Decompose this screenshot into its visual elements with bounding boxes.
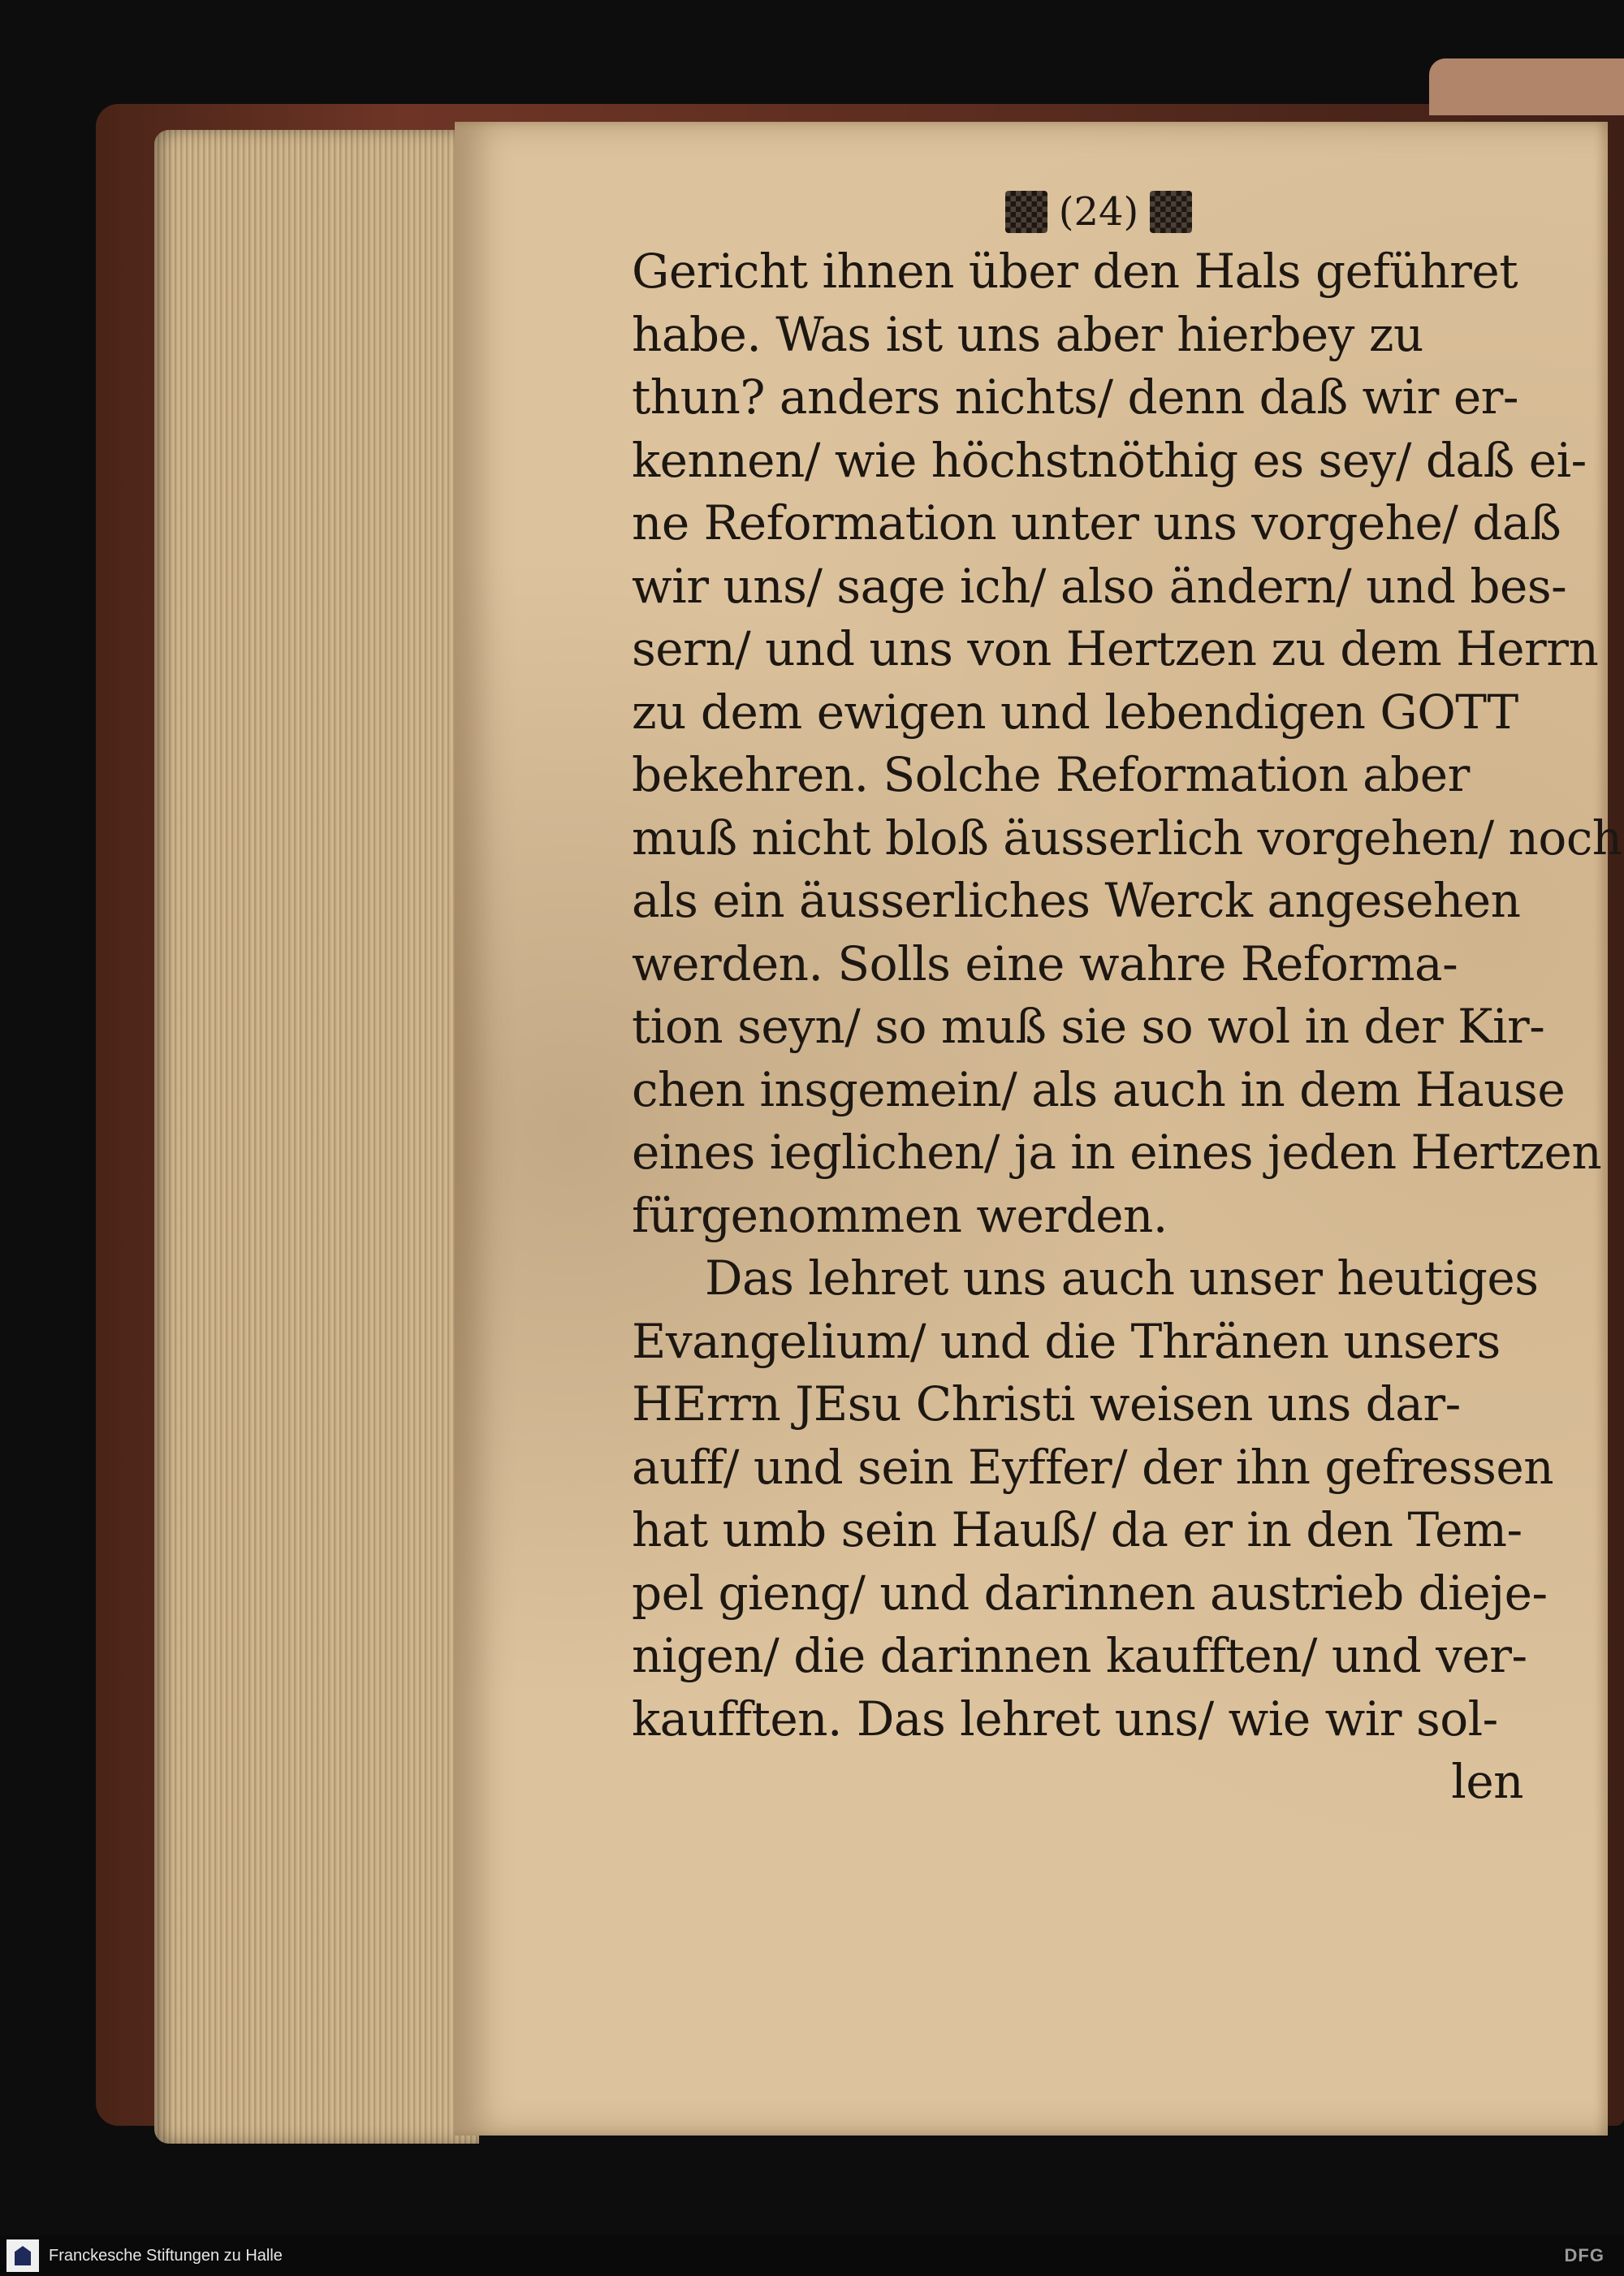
text-line: sern/ und uns von Hertzen zu dem Herrn [632,621,1599,676]
text-line: wir uns/ sage ich/ also ändern/ und bes- [632,558,1567,614]
text-line: pel gieng/ und darinnen austrieb dieje- [632,1565,1548,1621]
text-line: auff/ und sein Eyffer/ der ihn gefressen [632,1439,1554,1495]
institution-name: Franckesche Stiftungen zu Halle [49,2246,283,2265]
text-line: hat umb sein Hauß/ da er in den Tem- [632,1502,1522,1557]
text-line: Das lehret uns auch unser heutiges [705,1250,1539,1306]
text-line: werden. Solls eine wahre Reforma- [632,935,1458,991]
page-text [632,184,1622,1814]
page-edges [154,130,479,2144]
text-line: bekehren. Solche Reformation aber [632,747,1470,802]
text-line: als ein äusserliches Werck angesehen [632,873,1521,928]
text-line: muß nicht bloß äusserlich vorgehen/ noch [632,810,1622,866]
text-line: thun? anders nichts/ denn daß wir er- [632,369,1518,425]
text-line: chen insgemein/ als auch in dem Hause [632,1061,1566,1117]
text-line: tion seyn/ so muß sie so wol in der Kir- [632,999,1545,1054]
text-line: kaufften. Das lehret uns/ wie wir sol- [632,1691,1498,1747]
text-line: eines ieglichen/ ja in eines jeden Hertzen [632,1125,1602,1180]
dfg-logo: DFG [1564,2245,1605,2265]
ornament-left-icon [1005,191,1047,233]
text-line: nigen/ die darinnen kaufften/ und ver- [632,1628,1527,1683]
book-cover-corner [1429,58,1624,115]
viewer-footer [0,2235,1624,2276]
ornament-right-icon [1150,191,1192,233]
catchword: len [1451,1754,1523,1809]
text-line: HErrn JEsu Christi weisen uns dar- [632,1376,1461,1432]
page-header [664,184,1533,240]
text-line: fürgenommen werden. [632,1187,1168,1243]
text-line: zu dem ewigen und lebendigen GOTT [632,684,1518,740]
text-line: kennen/ wie höchstnöthig es sey/ daß ei- [632,432,1587,488]
text-line: ne Reformation unter uns vorgehe/ daß [632,495,1561,551]
page-number: (24) [1058,189,1139,235]
text-line: habe. Was ist uns aber hierbey zu [632,306,1423,362]
text-line: Gericht ihnen über den Hals geführet [632,244,1518,299]
text-line: Evangelium/ und die Thränen unsers [632,1313,1501,1369]
institution-logo-icon [6,2239,39,2272]
